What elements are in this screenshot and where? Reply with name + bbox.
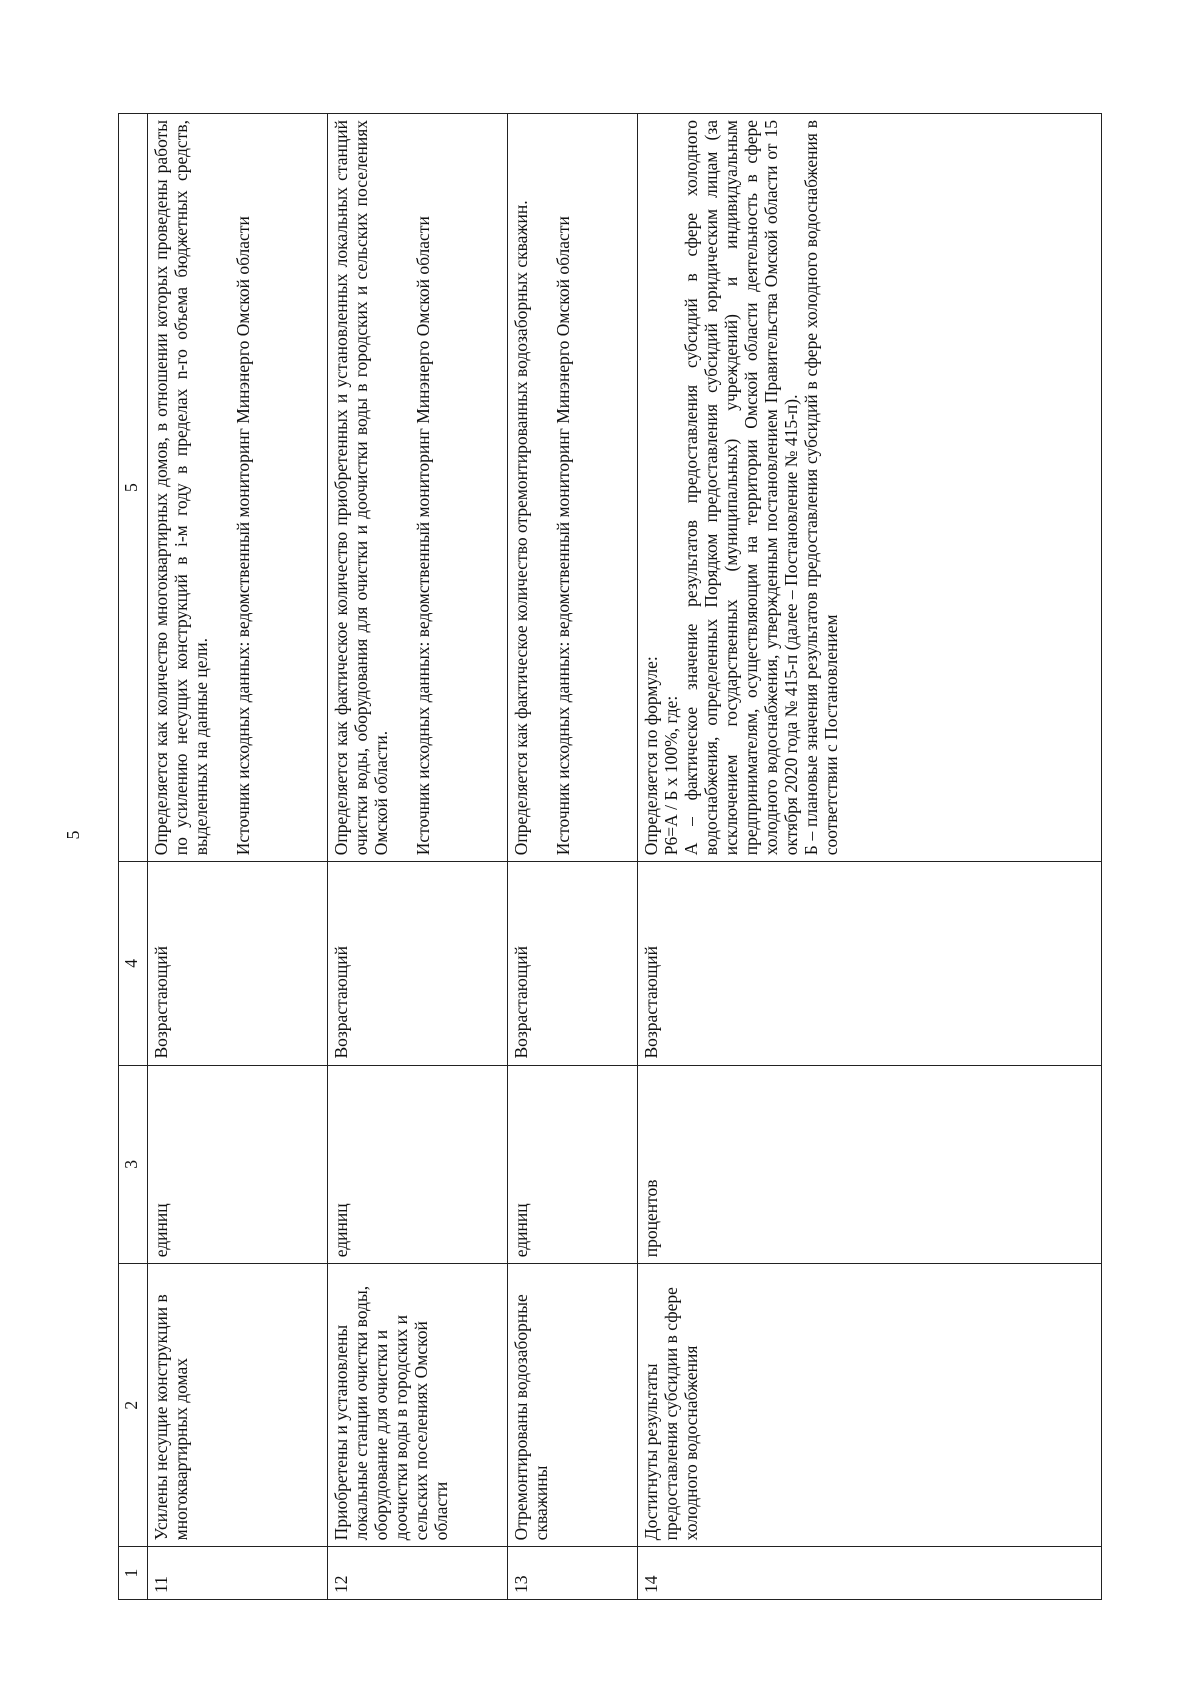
indicators-table	[118, 113, 1102, 1600]
trend-cell: Возрастающий	[328, 862, 508, 1065]
unit-cell: единиц	[328, 1065, 508, 1264]
header-cell: 1	[119, 1547, 148, 1600]
row-number: 12	[328, 1547, 508, 1600]
indicator-name: Отремонтированы водозаборные скважины	[508, 1264, 638, 1547]
row-number: 14	[638, 1547, 1102, 1600]
data-source: Источник исходных данных: ведомственный мониторинг Минэнерго Омской области	[553, 216, 573, 856]
table-row	[148, 114, 328, 1600]
rotated-table-container	[118, 113, 1102, 1600]
method-cell	[638, 114, 1102, 862]
indicator-name: Достигнуты результаты предоставления субсидии в сфере холодного водоснабжения	[638, 1264, 1102, 1547]
row-number: 11	[148, 1547, 328, 1600]
method-text: Определяется как фактическое количество приобретенных и установленных локальных станций очистки воды, оборудования для очистки и доочистки воды в городских и сельских поселениях Омской области.	[331, 120, 391, 856]
formula-intro: Определяется по формуле:	[641, 656, 661, 856]
method-cell	[508, 114, 638, 862]
data-source: Источник исходных данных: ведомственный мониторинг Минэнерго Омской области	[233, 216, 253, 856]
formula-var-b: Б – плановые значения результатов предоставления субсидий в сфере холодного водоснабжения в соответствии с Постановлением	[801, 120, 841, 856]
indicator-name: Усилены несущие конструкции в многоквартирных домах	[148, 1264, 328, 1547]
trend-cell: Возрастающий	[148, 862, 328, 1065]
method-text: Определяется как количество многоквартирных домов, в отношении которых проведены работы по усилению несущих конструкций в i-м году в пределах n-го объема бюджетных средств, выделенных на данные цели.	[151, 120, 211, 856]
indicator-name: Приобретены и установлены локальные станции очистки воды, оборудование для очистки и доочистки воды в городских и сельских поселениях Омской области	[328, 1264, 508, 1547]
trend-cell: Возрастающий	[508, 862, 638, 1065]
data-source: Источник исходных данных: ведомственный мониторинг Минэнерго Омской области	[413, 216, 433, 856]
table-header-row	[119, 114, 148, 1600]
method-cell	[328, 114, 508, 862]
table-row	[508, 114, 638, 1600]
formula-var-a: А – фактическое значение результатов предоставления субсидий в сфере холодного водоснабжения, определенных Порядком предоставления субсидий юридическим лицам (за исключением государственных (муниципальных) учреждений) и индивидуальным предпринимателям, осуществляющим на территории Омской области деятельность в сфере холодного водоснабжения, утвержденным постановлением Правительства Омской области от 15 октября 2020 года № 415-п (далее – Постановление № 415-п).	[681, 120, 801, 856]
unit-cell: единиц	[508, 1065, 638, 1264]
method-text: Определяется как фактическое количество отремонтированных водозаборных скважин.	[511, 200, 531, 856]
unit-cell: единиц	[148, 1065, 328, 1264]
header-cell: 4	[119, 862, 148, 1065]
header-cell: 2	[119, 1264, 148, 1547]
method-cell	[148, 114, 328, 862]
trend-cell: Возрастающий	[638, 862, 1102, 1065]
table-row	[638, 114, 1102, 1600]
table-row	[328, 114, 508, 1600]
unit-cell: процентов	[638, 1065, 1102, 1264]
row-number: 13	[508, 1547, 638, 1600]
page-number: 5	[63, 830, 83, 840]
header-cell: 3	[119, 1065, 148, 1264]
formula: Р6=А / Б х 100%, где:	[661, 695, 681, 856]
header-cell: 5	[119, 114, 148, 862]
